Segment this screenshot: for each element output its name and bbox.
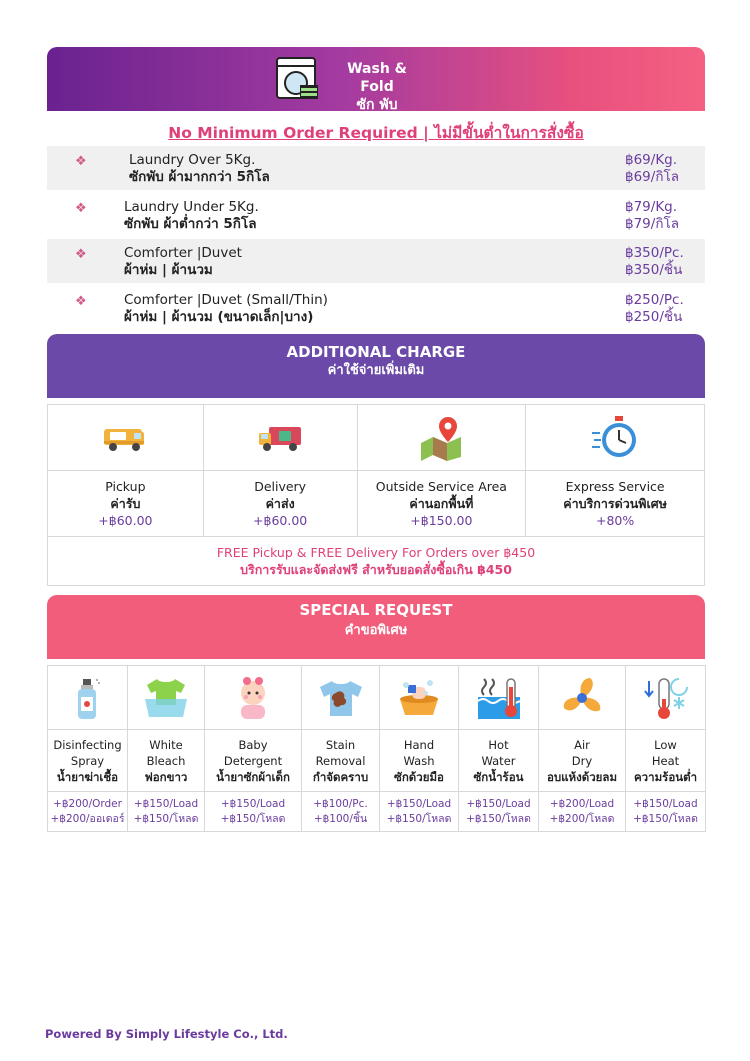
diamond-bullet-icon: ❖	[75, 201, 87, 216]
outside-area-cell	[357, 405, 526, 471]
service-price-en: ฿79/Kg.	[625, 199, 678, 215]
additional-charge-table	[47, 404, 705, 586]
service-row	[47, 286, 705, 330]
low-heat-icon	[643, 675, 689, 721]
service-name-en: Laundry Over 5Kg.	[129, 152, 256, 168]
hand-wash-icon	[396, 675, 442, 721]
washing-machine-icon	[276, 57, 316, 99]
map-pin-icon	[418, 415, 464, 461]
service-price-th: ฿79/กิโล	[625, 216, 680, 232]
request-label: Low Heat ความร้อนต่ำ	[626, 730, 706, 792]
special-request-title-th: คำขอพิเศษ	[344, 623, 408, 638]
service-name-en: Comforter |Duvet (Small/Thin)	[124, 292, 328, 308]
request-label: Air Dry อบแห้งด้วยลม	[539, 730, 626, 792]
delivery-truck-icon	[257, 423, 303, 453]
express-info: Express Service ค่าบริการด่วนพิเศษ +80%	[526, 471, 705, 537]
request-label: White Bleach ฟอกขาว	[128, 730, 205, 792]
service-price-en: ฿250/Pc.	[625, 292, 684, 308]
request-label: Baby Detergent น้ำยาซักผ้าเด็ก	[205, 730, 302, 792]
service-price-th: ฿69/กิโล	[625, 169, 680, 185]
service-row	[47, 239, 705, 283]
service-name-en: Comforter |Duvet	[124, 245, 242, 261]
request-label: Disinfecting Spray น้ำยาฆ่าเชื้อ	[48, 730, 128, 792]
request-label: Hand Wash ซักด้วยมือ	[380, 730, 459, 792]
wash-fold-title: Wash & Fold ซัก พับ	[347, 61, 407, 113]
outside-area-info: Outside Service Area ค่านอกพื้นที่ +฿150.00	[357, 471, 526, 537]
delivery-cell	[203, 405, 357, 471]
service-row	[47, 146, 705, 190]
wash-fold-banner	[47, 47, 705, 111]
request-price: +฿150/Load +฿150/โหลด	[205, 792, 302, 832]
service-name-en: Laundry Under 5Kg.	[124, 199, 259, 215]
diamond-bullet-icon: ❖	[75, 247, 87, 262]
request-price: +฿150/Load +฿150/โหลด	[380, 792, 459, 832]
special-request-banner	[47, 595, 705, 659]
stopwatch-icon	[590, 415, 640, 461]
service-price-th: ฿250/ชิ้น	[625, 309, 683, 325]
diamond-bullet-icon: ❖	[75, 154, 87, 169]
hot-water-icon	[476, 675, 522, 721]
pickup-cell	[48, 405, 204, 471]
service-price-th: ฿350/ชิ้น	[625, 262, 683, 278]
no-minimum-notice: No Minimum Order Required | ไม่มีขั้นต่ำในการสั่งซื้อ	[168, 124, 584, 142]
service-price-en: ฿350/Pc.	[625, 245, 684, 261]
fan-icon	[559, 675, 605, 721]
special-request-table	[47, 665, 706, 832]
additional-charge-title-th: ค่าใช้จ่ายเพิ่มเติม	[327, 363, 425, 378]
delivery-info: Delivery ค่าส่ง +฿60.00	[203, 471, 357, 537]
stained-shirt-icon	[318, 675, 364, 721]
pickup-van-icon	[102, 423, 148, 453]
request-price: +฿200/Load +฿200/โหลด	[539, 792, 626, 832]
baby-icon	[233, 675, 273, 721]
request-price: +฿150/Load +฿150/โหลด	[459, 792, 539, 832]
service-price-en: ฿69/Kg.	[625, 152, 678, 168]
special-request-title: SPECIAL REQUEST	[299, 601, 453, 619]
additional-charge-banner	[47, 334, 705, 398]
service-name-th: ผ้าห่ม | ผ้านวม	[124, 262, 213, 278]
request-label: Stain Removal กำจัดคราบ	[302, 730, 380, 792]
spray-bottle-icon	[75, 675, 101, 721]
footer-credit: Powered By Simply Lifestyle Co., Ltd.	[45, 1027, 288, 1041]
service-name-th: ซักพับ ผ้าต่ำกว่า 5กิโล	[124, 216, 257, 232]
request-label: Hot Water ซักน้ำร้อน	[459, 730, 539, 792]
free-delivery-notice: FREE Pickup & FREE Delivery For Orders over ฿450 บริการรับและจัดส่งฟรี สำหรับยอดสั่งซื้อเกิน ฿450	[48, 537, 705, 586]
bleach-shirt-icon	[143, 675, 189, 721]
request-price: +฿150/Load +฿150/โหลด	[128, 792, 205, 832]
service-name-th: ผ้าห่ม | ผ้านวม (ขนาดเล็ก|บาง)	[124, 309, 314, 325]
additional-charge-title: ADDITIONAL CHARGE	[286, 343, 466, 361]
service-name-th: ซักพับ ผ้ามากกว่า 5กิโล	[129, 169, 270, 185]
request-price: +฿200/Order +฿200/ออเดอร์	[48, 792, 128, 832]
request-price: +฿100/Pc. +฿100/ชิ้น	[302, 792, 380, 832]
diamond-bullet-icon: ❖	[75, 294, 87, 309]
pickup-info: Pickup ค่ารับ +฿60.00	[48, 471, 204, 537]
service-row	[47, 193, 705, 237]
request-price: +฿150/Load +฿150/โหลด	[626, 792, 706, 832]
express-cell	[526, 405, 705, 471]
